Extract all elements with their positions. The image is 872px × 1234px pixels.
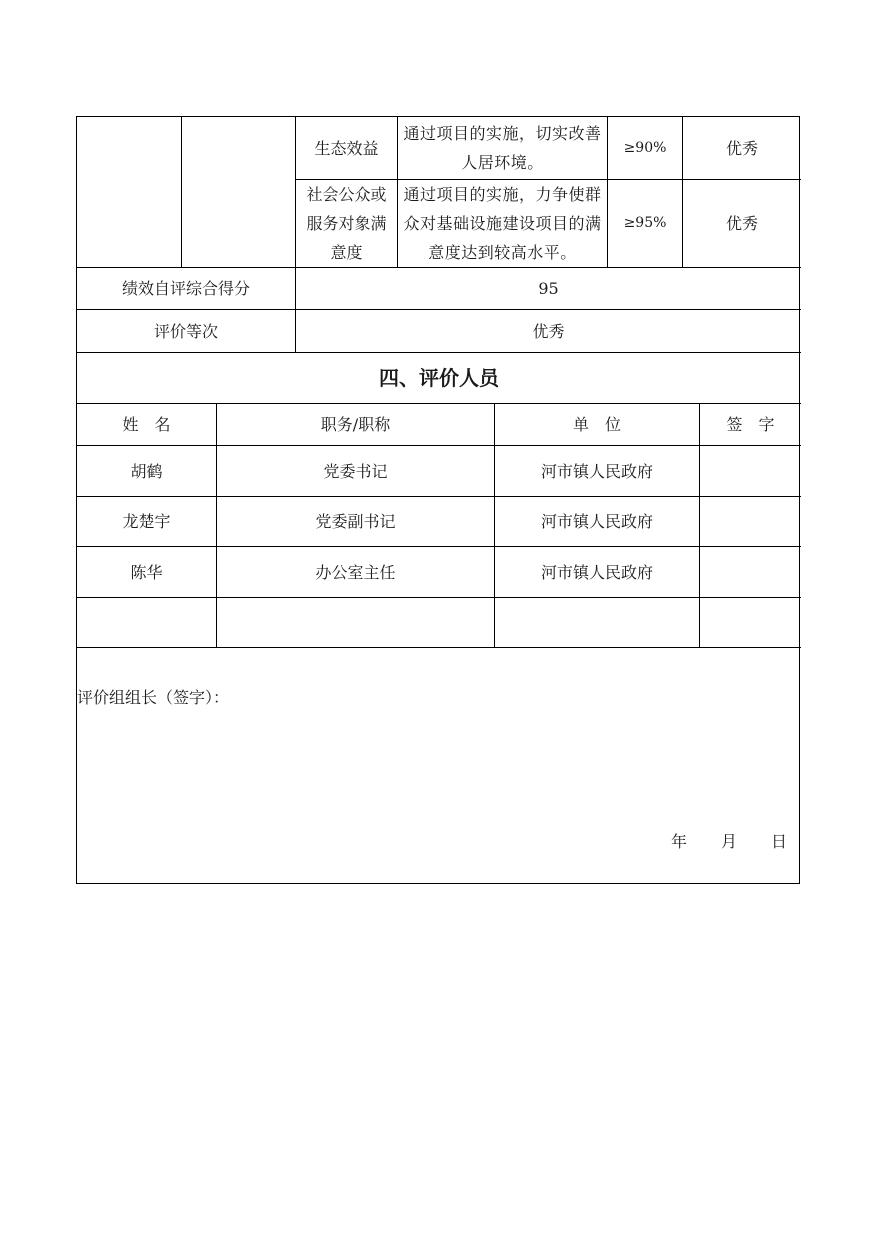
target-cell	[608, 180, 682, 267]
indicator-cell	[296, 180, 397, 267]
evaluator-signature-cell	[700, 598, 801, 647]
header-signature-cell	[700, 404, 801, 445]
section-title: 四、评价人员	[379, 365, 499, 390]
grade-label-cell	[77, 310, 295, 352]
date-year-label: 年	[670, 832, 687, 851]
grade-value: 优秀	[532, 321, 565, 341]
evaluator-name: 龙楚宇	[122, 512, 171, 531]
row-divider	[77, 647, 801, 648]
score-label-cell	[77, 268, 295, 309]
evaluator-unit: 河市镇人民政府	[540, 562, 653, 582]
evaluator-position-cell	[217, 598, 494, 647]
date-day-label: 日	[770, 832, 787, 851]
evaluator-position-cell	[217, 497, 494, 546]
header-unit-cell	[495, 404, 699, 445]
evaluator-name-cell	[77, 446, 216, 496]
indicator-label: 社会公众或服务对象满意度	[306, 185, 387, 262]
evaluator-unit-cell	[495, 547, 699, 597]
column-divider	[181, 117, 182, 267]
evaluator-position-cell	[217, 446, 494, 496]
description-text: 通过项目的实施，力争使群众对基础设施建设项目的满意度达到较高水平。	[403, 185, 602, 262]
description-text: 通过项目的实施，切实改善人居环境。	[403, 124, 602, 172]
leader-signature-label: 评价组组长（签字）：	[77, 688, 230, 707]
indicator-cell	[296, 117, 397, 179]
header-unit: 单 位	[572, 415, 621, 434]
result-value: 优秀	[725, 138, 758, 158]
date-month-label: 月	[720, 832, 737, 851]
score-label: 绩效自评综合得分	[121, 279, 250, 298]
evaluator-name-cell	[77, 497, 216, 546]
evaluator-signature-cell	[700, 446, 801, 496]
evaluator-unit-cell	[495, 598, 699, 647]
evaluation-form	[76, 116, 800, 884]
evaluator-signature-cell	[700, 547, 801, 597]
header-name: 姓 名	[122, 415, 171, 434]
target-cell	[608, 117, 682, 179]
result-value: 优秀	[725, 214, 758, 233]
evaluator-name: 胡鹤	[130, 461, 163, 481]
target-value: ≥95%	[623, 215, 667, 231]
indicator-label: 生态效益	[314, 138, 379, 158]
evaluator-unit: 河市镇人民政府	[540, 512, 653, 531]
score-value: 95	[538, 279, 559, 298]
evaluator-name: 陈华	[130, 562, 163, 582]
evaluator-position-cell	[217, 547, 494, 597]
evaluator-name-cell	[77, 547, 216, 597]
grade-value-cell	[296, 310, 801, 352]
header-position: 职务/职称	[320, 415, 391, 434]
score-value-cell	[296, 268, 801, 309]
result-cell	[683, 180, 801, 267]
evaluator-unit: 河市镇人民政府	[540, 461, 653, 481]
description-cell	[398, 117, 607, 179]
signature-date	[671, 829, 787, 852]
evaluator-unit-cell	[495, 446, 699, 496]
evaluator-position: 党委书记	[323, 461, 388, 481]
grade-label: 评价等次	[153, 321, 218, 341]
evaluator-position: 办公室主任	[315, 562, 396, 582]
evaluator-unit-cell	[495, 497, 699, 546]
result-cell	[683, 117, 801, 179]
evaluator-position: 党委副书记	[315, 512, 396, 531]
evaluator-signature-cell	[700, 497, 801, 546]
header-position-cell	[217, 404, 494, 445]
target-value: ≥90%	[623, 139, 667, 156]
header-name-cell	[77, 404, 216, 445]
header-signature: 签 字	[726, 415, 775, 434]
description-cell	[398, 180, 607, 267]
evaluator-name-cell	[77, 598, 216, 647]
section-title-cell	[77, 353, 801, 403]
